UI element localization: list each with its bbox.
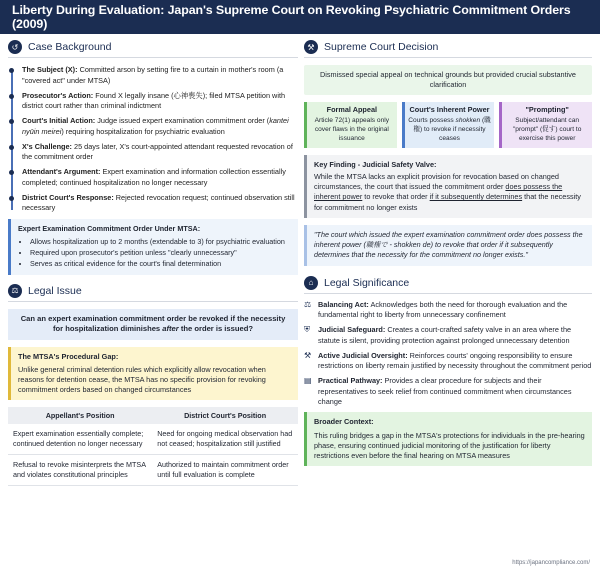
table-cell: Expert examination essentially complete; continued detention no longer necessary [8, 424, 152, 454]
table-row [8, 424, 298, 454]
timeline-item: District Court's Response: Rejected revocation request; continued observation still necessary [22, 193, 298, 214]
timeline-item: Court's Initial Action: Judge issued expert examination commitment order (kantei nyūin meirei) requiring hospitalization for psychiatric evaluation [22, 116, 298, 137]
table-header: District Court's Position [152, 407, 298, 425]
card-inherent-power: Court's Inherent Power Courts possess shokken (職権) to revoke if necessity ceases [402, 102, 495, 147]
court-quote: "The court which issued the expert examination commitment order does possess the inherent power (職権で - shokken de) to revoke that order if it subsequently determines that the necessity for the commitment no longer exists." [304, 225, 592, 266]
shield-icon: ⛨ [304, 325, 310, 335]
commitment-order-title: Expert Examination Commitment Order Under MTSA: [18, 223, 201, 233]
left-column [8, 40, 298, 486]
list-item: • Required upon prosecutor's petition unless "clearly unnecessary" [30, 248, 291, 258]
decision-cards [304, 102, 592, 147]
key-finding-box [304, 155, 592, 218]
procedural-gap-text: Unlike general criminal detention rules which explicitly allow revocation when reasons for detention cease, the MTSA has no specific provision for revoking commitment orders based on changed circumstances [18, 364, 266, 394]
list-item: • Allows hospitalization up to 2 months (extendable to 3) for psychiatric evaluation [30, 237, 291, 247]
significance-list [304, 300, 592, 408]
table-cell: Refusal to revoke misinterprets the MTSA and violates constitutional principles [8, 454, 152, 485]
timeline-item: The Subject (X): Committed arson by setting fire to a curtain in mother's room (a "covered act" under MTSA) [22, 65, 298, 86]
case-timeline [8, 65, 298, 214]
table-header-row [8, 407, 298, 425]
page-title: Liberty During Evaluation: Japan's Supreme Court on Revoking Psychiatric Commitment Orders (2009) [0, 0, 600, 34]
supreme-court-heading: ⚒ Supreme Court Decision [304, 40, 592, 58]
procedural-gap-box [8, 347, 298, 400]
key-finding-text: While the MTSA lacks an explicit provision for revocation based on changed circumstances, the court that issued the commitment order does possess the inherent power to revoke that order if it subsequently determines that the necessity for commitment no longer exists [314, 171, 581, 212]
procedural-gap-title: The MTSA's Procedural Gap: [18, 351, 119, 361]
balance-icon: ⚖ [304, 299, 312, 309]
list-item: • Serves as critical evidence for the court's final determination [30, 259, 291, 269]
list-item: ⛨ Judicial Safeguard: Creates a court-crafted safety valve in an area where the statute is silent, providing protection against prolonged unnecessary detention [304, 325, 572, 345]
document-icon: ▤ [304, 376, 312, 386]
case-background-heading: ↺ Case Background [8, 40, 298, 58]
table-header: Appellant's Position [8, 407, 152, 425]
scale-icon: ⚖ [8, 284, 22, 298]
list-item: ⚖ Balancing Act: Acknowledges both the need for thorough evaluation and the fundamental right to liberty from unnecessary confinement [304, 299, 568, 319]
broader-context-box [304, 412, 592, 466]
commitment-order-list [18, 237, 291, 269]
bank-icon: ⌂ [304, 276, 318, 290]
positions-table [8, 407, 298, 486]
gavel-icon: ⚒ [304, 40, 318, 54]
list-item: ⚒ Active Judicial Oversight: Reinforces courts' ongoing responsibility to ensure restrictions on liberty remain justified by necessity throughout the commitment period [304, 350, 592, 371]
broader-context-text: This ruling bridges a gap in the MTSA's protections for individuals in the pre-hearing phase, ensuring continued judicial monitoring of the justification for liberty restrictions even before the final hearing on MTSA measures [314, 430, 585, 460]
timeline-item: Attendant's Argument: Expert examination and information collection essentially completed; continued hospitalization no longer necessary [22, 167, 298, 188]
right-column [304, 40, 592, 466]
commitment-order-box [8, 219, 298, 275]
key-finding-title: Key Finding - Judicial Safety Valve: [314, 159, 437, 169]
table-cell: Authorized to maintain commitment order until full evaluation is complete [152, 454, 298, 485]
timeline-item: Prosecutor's Action: Found X legally insane (心神喪失); filed MTSA petition with district court rather than criminal indictment [22, 91, 298, 112]
decision-summary: Dismissed special appeal on technical grounds but provided crucial substantive clarification [304, 65, 592, 95]
list-item: ▤ Practical Pathway: Provides a clear procedure for subjects and their representatives to seek relief from continued commitment when circumstances change [304, 376, 572, 407]
table-row [8, 454, 298, 485]
history-icon: ↺ [8, 40, 22, 54]
broader-context-title: Broader Context: [314, 417, 374, 427]
card-formal-appeal: Formal Appeal Article 72(1) appeals only cover flaws in the original issuance [304, 102, 397, 147]
wrench-icon: ⚒ [304, 350, 312, 360]
legal-significance-heading: ⌂ Legal Significance [304, 276, 592, 294]
legal-question: Can an expert examination commitment order be revoked if the necessity for hospitalization diminishes after the order is issued? [8, 309, 298, 340]
footer-url: https://japancompliance.com/ [512, 560, 590, 566]
timeline-item: X's Challenge: 25 days later, X's court-appointed attendant requested revocation of the commitment order [22, 142, 298, 163]
card-prompting: "Prompting" Subject/attendant can "prompt" (促す) court to exercise this power [499, 102, 592, 147]
legal-issue-heading: ⚖ Legal Issue [8, 284, 298, 302]
table-cell: Need for ongoing medical observation had not ceased; hospitalization still justified [152, 424, 298, 454]
